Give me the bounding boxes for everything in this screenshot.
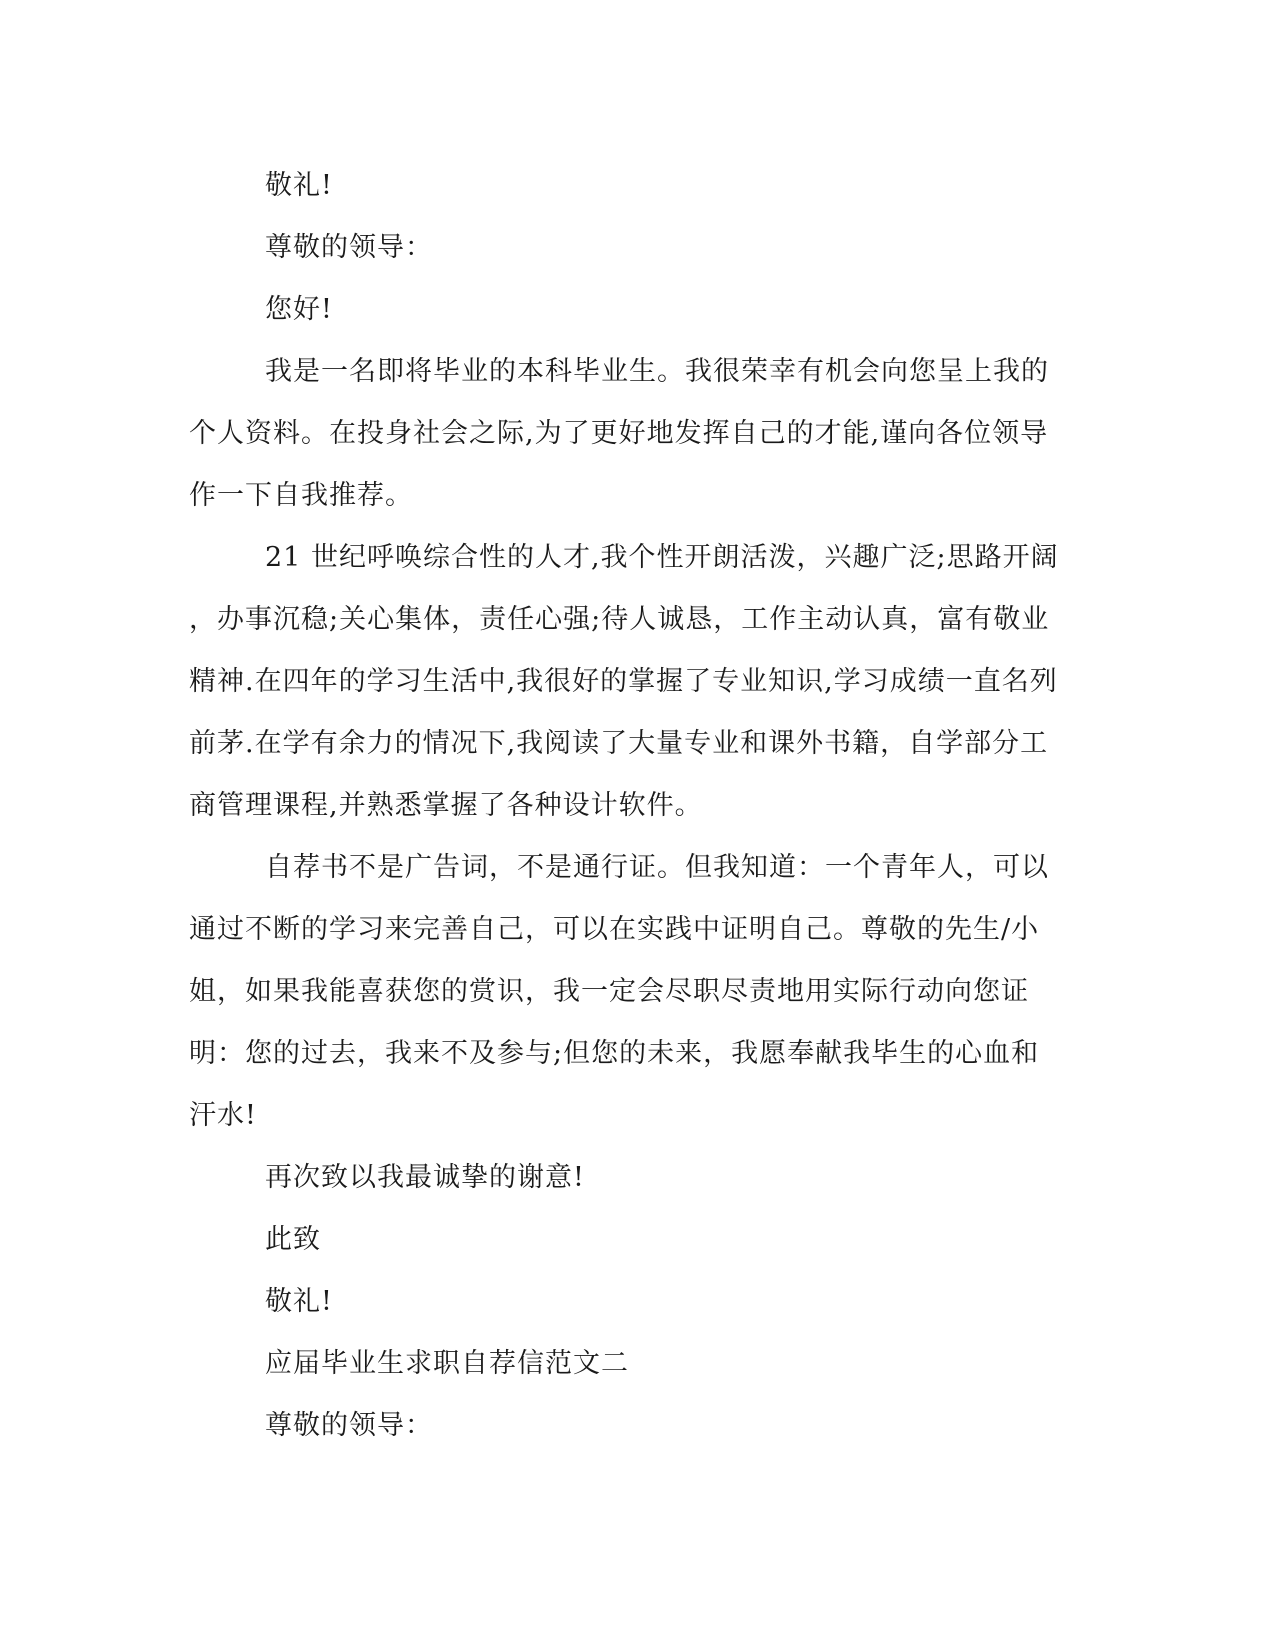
salutation-line: 敬礼!: [265, 170, 333, 201]
paragraph-line: 商管理课程,并熟悉掌握了各种设计软件。: [189, 790, 703, 821]
greeting-recipient-second: 尊敬的领导：: [265, 1410, 433, 1441]
paragraph-line: 自荐书不是广告词，不是通行证。但我知道：一个青年人，可以: [265, 852, 1049, 883]
paragraph-line: 精神.在四年的学习生活中,我很好的掌握了专业知识,学习成绩一直名列: [189, 666, 1058, 697]
greeting-recipient: 尊敬的领导：: [265, 232, 433, 263]
paragraph-introduction: [189, 341, 1080, 527]
section-heading: 应届毕业生求职自荐信范文二: [265, 1348, 629, 1379]
greeting-hello: 您好!: [265, 294, 333, 325]
closing-jingli: 敬礼!: [265, 1286, 333, 1317]
paragraph-line: 个人资料。在投身社会之际,为了更好地发挥自己的才能,谨向各位领导: [189, 418, 1049, 449]
paragraph-line: ，办事沉稳;关心集体，责任心强;待人诚恳，工作主动认真，富有敬业: [189, 604, 1050, 635]
paragraph-line: 我是一名即将毕业的本科毕业生。我很荣幸有机会向您呈上我的: [265, 356, 1049, 387]
thanks-line: 再次致以我最诚挚的谢意!: [265, 1162, 585, 1193]
paragraph-line: 作一下自我推荐。: [189, 480, 413, 511]
paragraph-line: 通过不断的学习来完善自己，可以在实践中证明自己。尊敬的先生/小: [189, 914, 1040, 945]
paragraph-line: 21 世纪呼唤综合性的人才,我个性开朗活泼，兴趣广泛;思路开阔: [265, 542, 1059, 573]
paragraph-qualities: [189, 527, 1080, 837]
paragraph-line: 汗水!: [189, 1100, 257, 1131]
paragraph-line: 姐，如果我能喜获您的赏识，我一定会尽职尽责地用实际行动向您证: [189, 976, 1029, 1007]
paragraph-line: 前茅.在学有余力的情况下,我阅读了大量专业和课外书籍，自学部分工: [189, 728, 1049, 759]
paragraph-commitment: [189, 837, 1080, 1147]
closing-cizhi: 此致: [265, 1224, 321, 1255]
paragraph-line: 明：您的过去，我来不及参与;但您的未来，我愿奉献我毕生的心血和: [189, 1038, 1040, 1069]
